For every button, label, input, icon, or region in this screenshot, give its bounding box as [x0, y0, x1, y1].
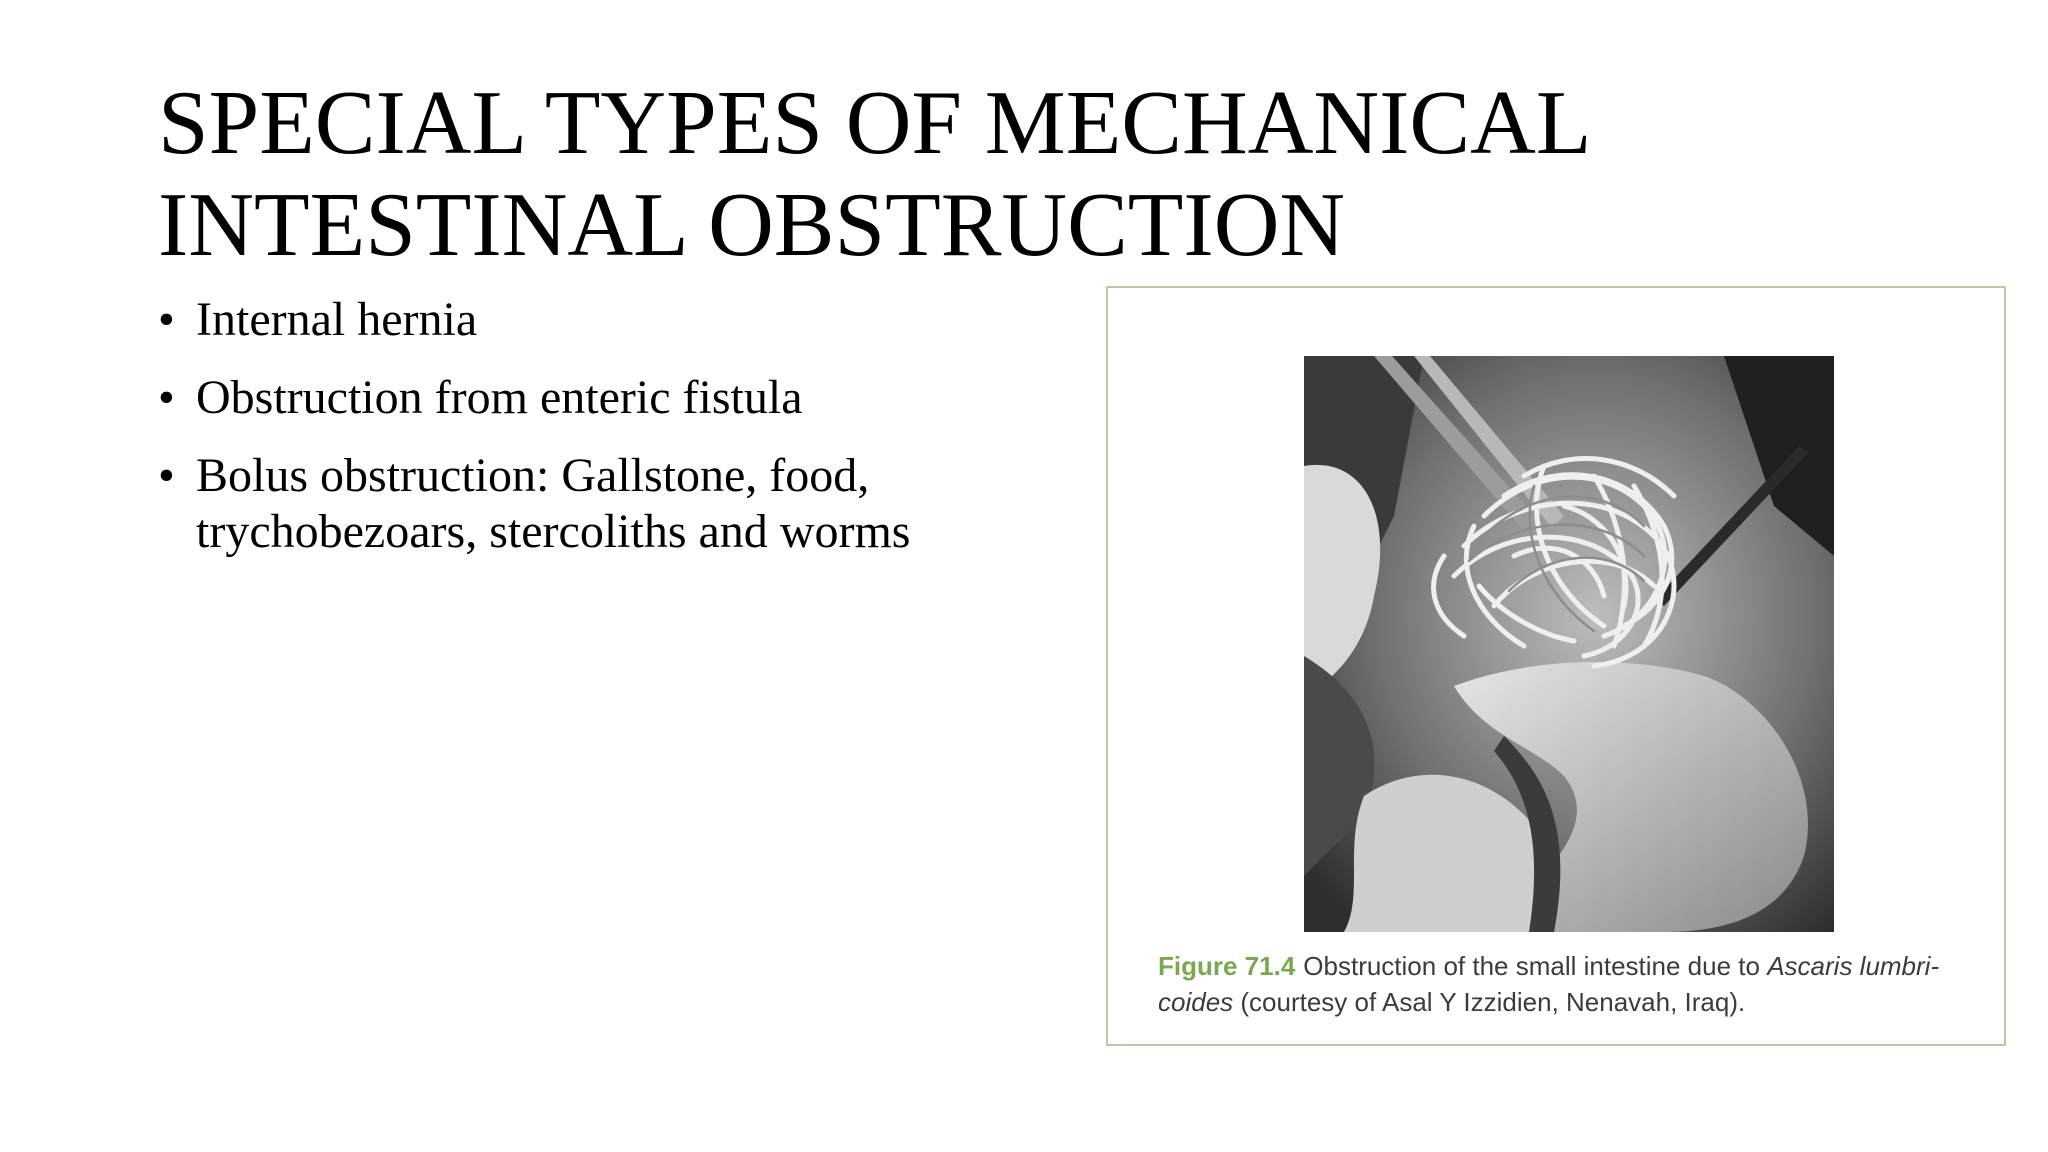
bullet-dot: • [158, 371, 175, 424]
figure-caption [1158, 948, 1978, 1020]
slide-title-line-2: INTESTINAL OBSTRUCTION [158, 174, 1346, 275]
surgical-photo [1304, 356, 1834, 932]
slide-title-line-1: SPECIAL TYPES OF MECHANICAL [158, 72, 1592, 173]
bullet-dot: • [158, 293, 175, 346]
surgical-photo-icon [1304, 356, 1834, 932]
bullet-text-line-2: trychobezoars, stercoliths and worms [196, 505, 911, 558]
bullet-text-line-1: Bolus obstruction: Gallstone, food, [196, 449, 870, 502]
caption-species-1: Ascaris lumbri- [1767, 951, 1940, 981]
bullet-dot: • [158, 449, 175, 502]
bullet-list [158, 292, 1058, 582]
caption-text-1: Obstruction of the small intestine due to [1303, 951, 1768, 981]
bullet-text: Internal hernia [196, 293, 478, 346]
figure-label: Figure 71.4 [1158, 951, 1296, 981]
slide-title [158, 72, 1758, 276]
caption-species-2: coides [1158, 987, 1234, 1017]
figure-box [1106, 286, 2006, 1046]
bullet-item [158, 370, 1058, 426]
bullet-item [158, 448, 1058, 560]
bullet-item [158, 292, 1058, 348]
caption-text-2: (courtesy of Asal Y Izzidien, Nenavah, Iraq). [1233, 987, 1746, 1017]
bullet-text: Obstruction from enteric fistula [196, 371, 803, 424]
